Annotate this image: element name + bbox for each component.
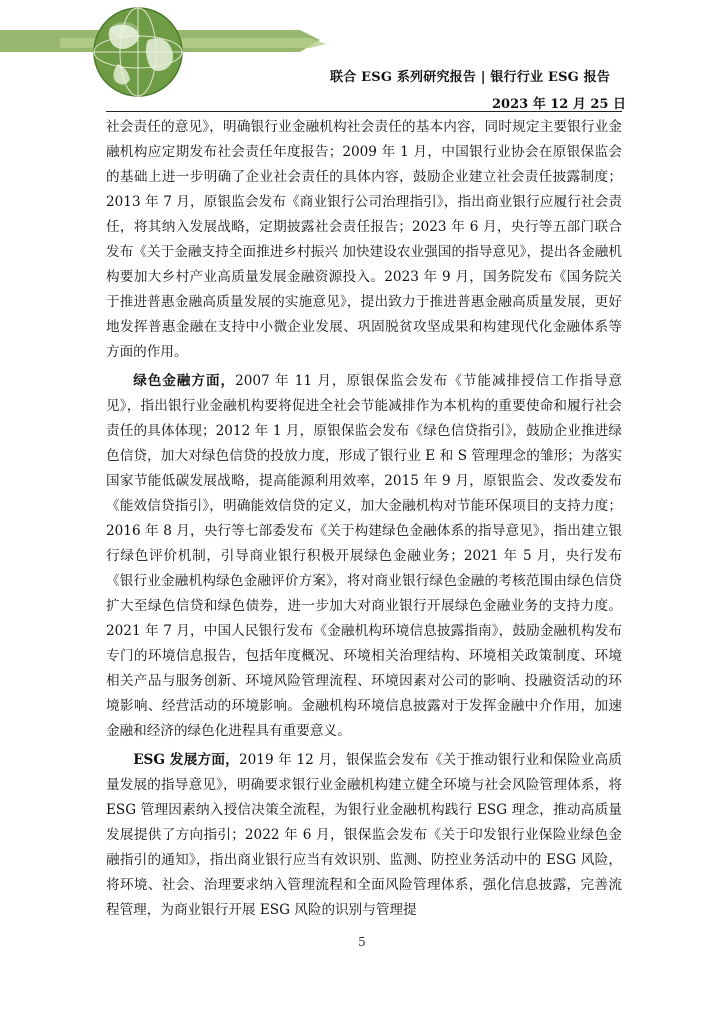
paragraph-esg-development [106,748,622,923]
header-divider [106,111,622,112]
green-finance-heading: 绿色金融方面， [133,373,236,389]
page-number: 5 [358,935,366,949]
green-globe-icon [94,8,182,96]
report-date: 2023 年 12 月 25 日 [492,97,626,112]
green-finance-text: 2007 年 11 月，原银保监会发布《节能减排授信工作指导意见》，指出银行业金融机构要将促进全社会节能减排作为本机构的重要使命和履行社会责任的具体体现；2012 年 1 月，原银保监会发布《绿色信贷指引》，鼓励企业推进绿色信贷，加大对绿色信贷的投放力度，形成了银行业 E 和 S 管理理念的雏形；为落实国家节能低碳发展战略，提高能源利用效率，2015 年 9 月，原银监会、发改委发布《能效信贷指引》，明确能效信贷的定义，加大金融机构对节能环保项目的支持力度；2016 年 8 月，央行等七部委发布《关于构建绿色金融体系的指导意见》，指出建立银行绿色评价机制，引导商业银行积极开展绿色金融业务；2021 年 5 月，央行发布《银行业金融机构绿色金融评价方案》，将对商业银行绿色金融的考核范围由绿色信贷扩大至绿色信贷和绿色债券，进一步加大对商业银行开展绿色金融业务的支持力度。2021 年 7 月，中国人民银行发布《金融机构环境信息披露指南》，鼓励金融机构发布专门的环境信息报告，包括年度概况、环境相关治理结构、环境相关政策制度、环境相关产品与服务创新、环境风险管理流程、环境因素对公司的影响、投融资活动的环境影响、经营活动的环境影响。金融机构环境信息披露对于发挥金融中介作用，加速金融和经济的绿色化进程具有重要意义。 [106,373,622,739]
report-title: 联合 ESG 系列研究报告 | 银行行业 ESG 报告 [330,70,611,85]
paragraph-social-responsibility: 社会责任的意见》，明确银行业金融机构社会责任的基本内容，同时规定主要银行业金融机构应定期发布社会责任年度报告；2009 年 1 月，中国银行业协会在原银保监会的基础上进一步明确了企业社会责任的具体内容，鼓励企业建立社会责任披露制度；2013 年 7 月，原银监会发布《商业银行公司治理指引》，指出商业银行应履行社会责任，将其纳入发展战略，定期披露社会责任报告；2023 年 6 月，央行等五部门联合发布《关于金融支持全面推进乡村振兴 加快建设农业强国的指导意见》，提出各金融机构要加大乡村产业高质量发展金融资源投入。2023 年 9 月，国务院发布《国务院关于推进普惠金融高质量发展的实施意见》，提出致力于推进普惠金融高质量发展，更好地发挥普惠金融在支持中小微企业发展、巩固脱贫攻坚成果和构建现代化金融体系等方面的作用。 [106,119,622,360]
paragraph-green-finance [106,369,622,744]
esg-development-text: 2019 年 12 月，银保监会发布《关于推动银行业和保险业高质量发展的指导意见》，明确要求银行业金融机构建立健全环境与社会风险管理体系，将 ESG 管理因素纳入授信决策全流程，为银行业金融机构践行 ESG 理念，推动高质量发展提供了方向指引；2022 年 6 月，银保监会发布《关于印发银行业保险业绿色金融指引的通知》，指出商业银行应当有效识别、监测、防控业务活动中的 ESG 风险，将环境、社会、治理要求纳入管理流程和全面风险管理体系，强化信息披露，完善流程管理，为商业银行开展 ESG 风险的识别与管理提 [106,752,622,918]
esg-development-heading: ESG 发展方面， [133,752,239,768]
document-body [106,115,622,927]
